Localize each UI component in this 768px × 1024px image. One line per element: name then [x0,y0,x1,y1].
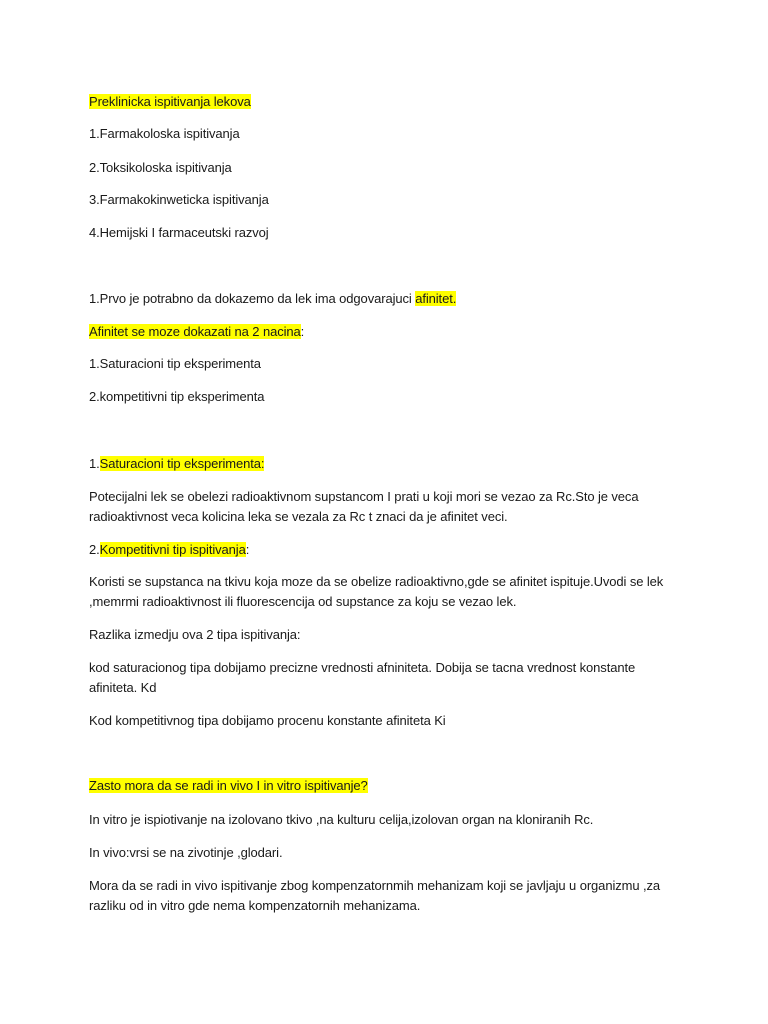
highlighted-text: Afinitet se moze dokazati na 2 nacina [89,324,301,339]
doc-heading [89,92,689,112]
paragraph-line: Mora da se radi in vivo ispitivanje zbog kompenzatornmih mehanizam koji se javljaju u organizmu ,za [89,878,661,893]
paragraph-line: Koristi se supstanca na tkivu koja moze da se obelize radioaktivno,gde se afinitet ispituje.Uvodi se lek [89,574,664,589]
list-item: 2.kompetitivni tip eksperimenta [89,389,265,404]
list-item: 1.Farmakoloska ispitivanja [89,126,240,141]
paragraph-afinitet [89,289,689,309]
paragraph-afinitet-nacina [89,322,689,342]
section-heading-zasto [89,776,689,796]
paragraph-text: : [245,542,250,557]
paragraph-line: Potecijalni lek se obelezi radioaktivnom supstancom I prati u koji mori se vezao za Rc.Sto je veca [89,489,639,504]
paragraph-text: 1.Prvo je potrabno da dokazemo da lek ima odgovarajuci [89,291,416,306]
paragraph-text: 2. [89,542,100,557]
highlighted-text: Kompetitivni tip ispitivanja [99,542,246,557]
highlighted-text: afinitet. [415,291,457,306]
paragraph-line: Razlika izmedju ova 2 tipa ispitivanja: [89,627,301,642]
paragraph-text: : [300,324,305,339]
highlighted-text: Zasto mora da se radi in vivo I in vitro ispitivanje? [89,778,368,793]
section-heading-kompetitivni [89,540,689,560]
highlighted-heading: Preklinicka ispitivanja lekova [89,94,251,109]
paragraph-text: 1. [89,456,100,471]
paragraph-line: afiniteta. Kd [89,680,157,695]
paragraph-line: Kod kompetitivnog tipa dobijamo procenu konstante afiniteta Ki [89,713,446,728]
paragraph-line: In vivo:vrsi se na zivotinje ,glodari. [89,845,283,860]
section-heading-saturacioni [89,454,689,474]
paragraph-line: kod saturacionog tipa dobijamo precizne vrednosti afniniteta. Dobija se tacna vrednost konstante [89,660,636,675]
paragraph-line: ,memrmi radioaktivnost ili fluorescencija od supstance za koju se vezao lek. [89,594,517,609]
paragraph-line: razliku od in vitro gde nema kompenzatornih mehanizama. [89,898,421,913]
list-item: 4.Hemijski I farmaceutski razvoj [89,225,269,240]
list-item: 3.Farmakokinweticka ispitivanja [89,192,269,207]
paragraph-line: radioaktivnost veca kolicina leka se vezala za Rc t znaci da je afinitet veci. [89,509,508,524]
highlighted-text: Saturacioni tip eksperimenta: [99,456,265,471]
list-item: 1.Saturacioni tip eksperimenta [89,356,261,371]
paragraph-line: In vitro je ispiotivanje na izolovano tkivo ,na kulturu celija,izolovan organ na kloniranih Rc. [89,812,594,827]
list-item: 2.Toksikoloska ispitivanja [89,160,232,175]
